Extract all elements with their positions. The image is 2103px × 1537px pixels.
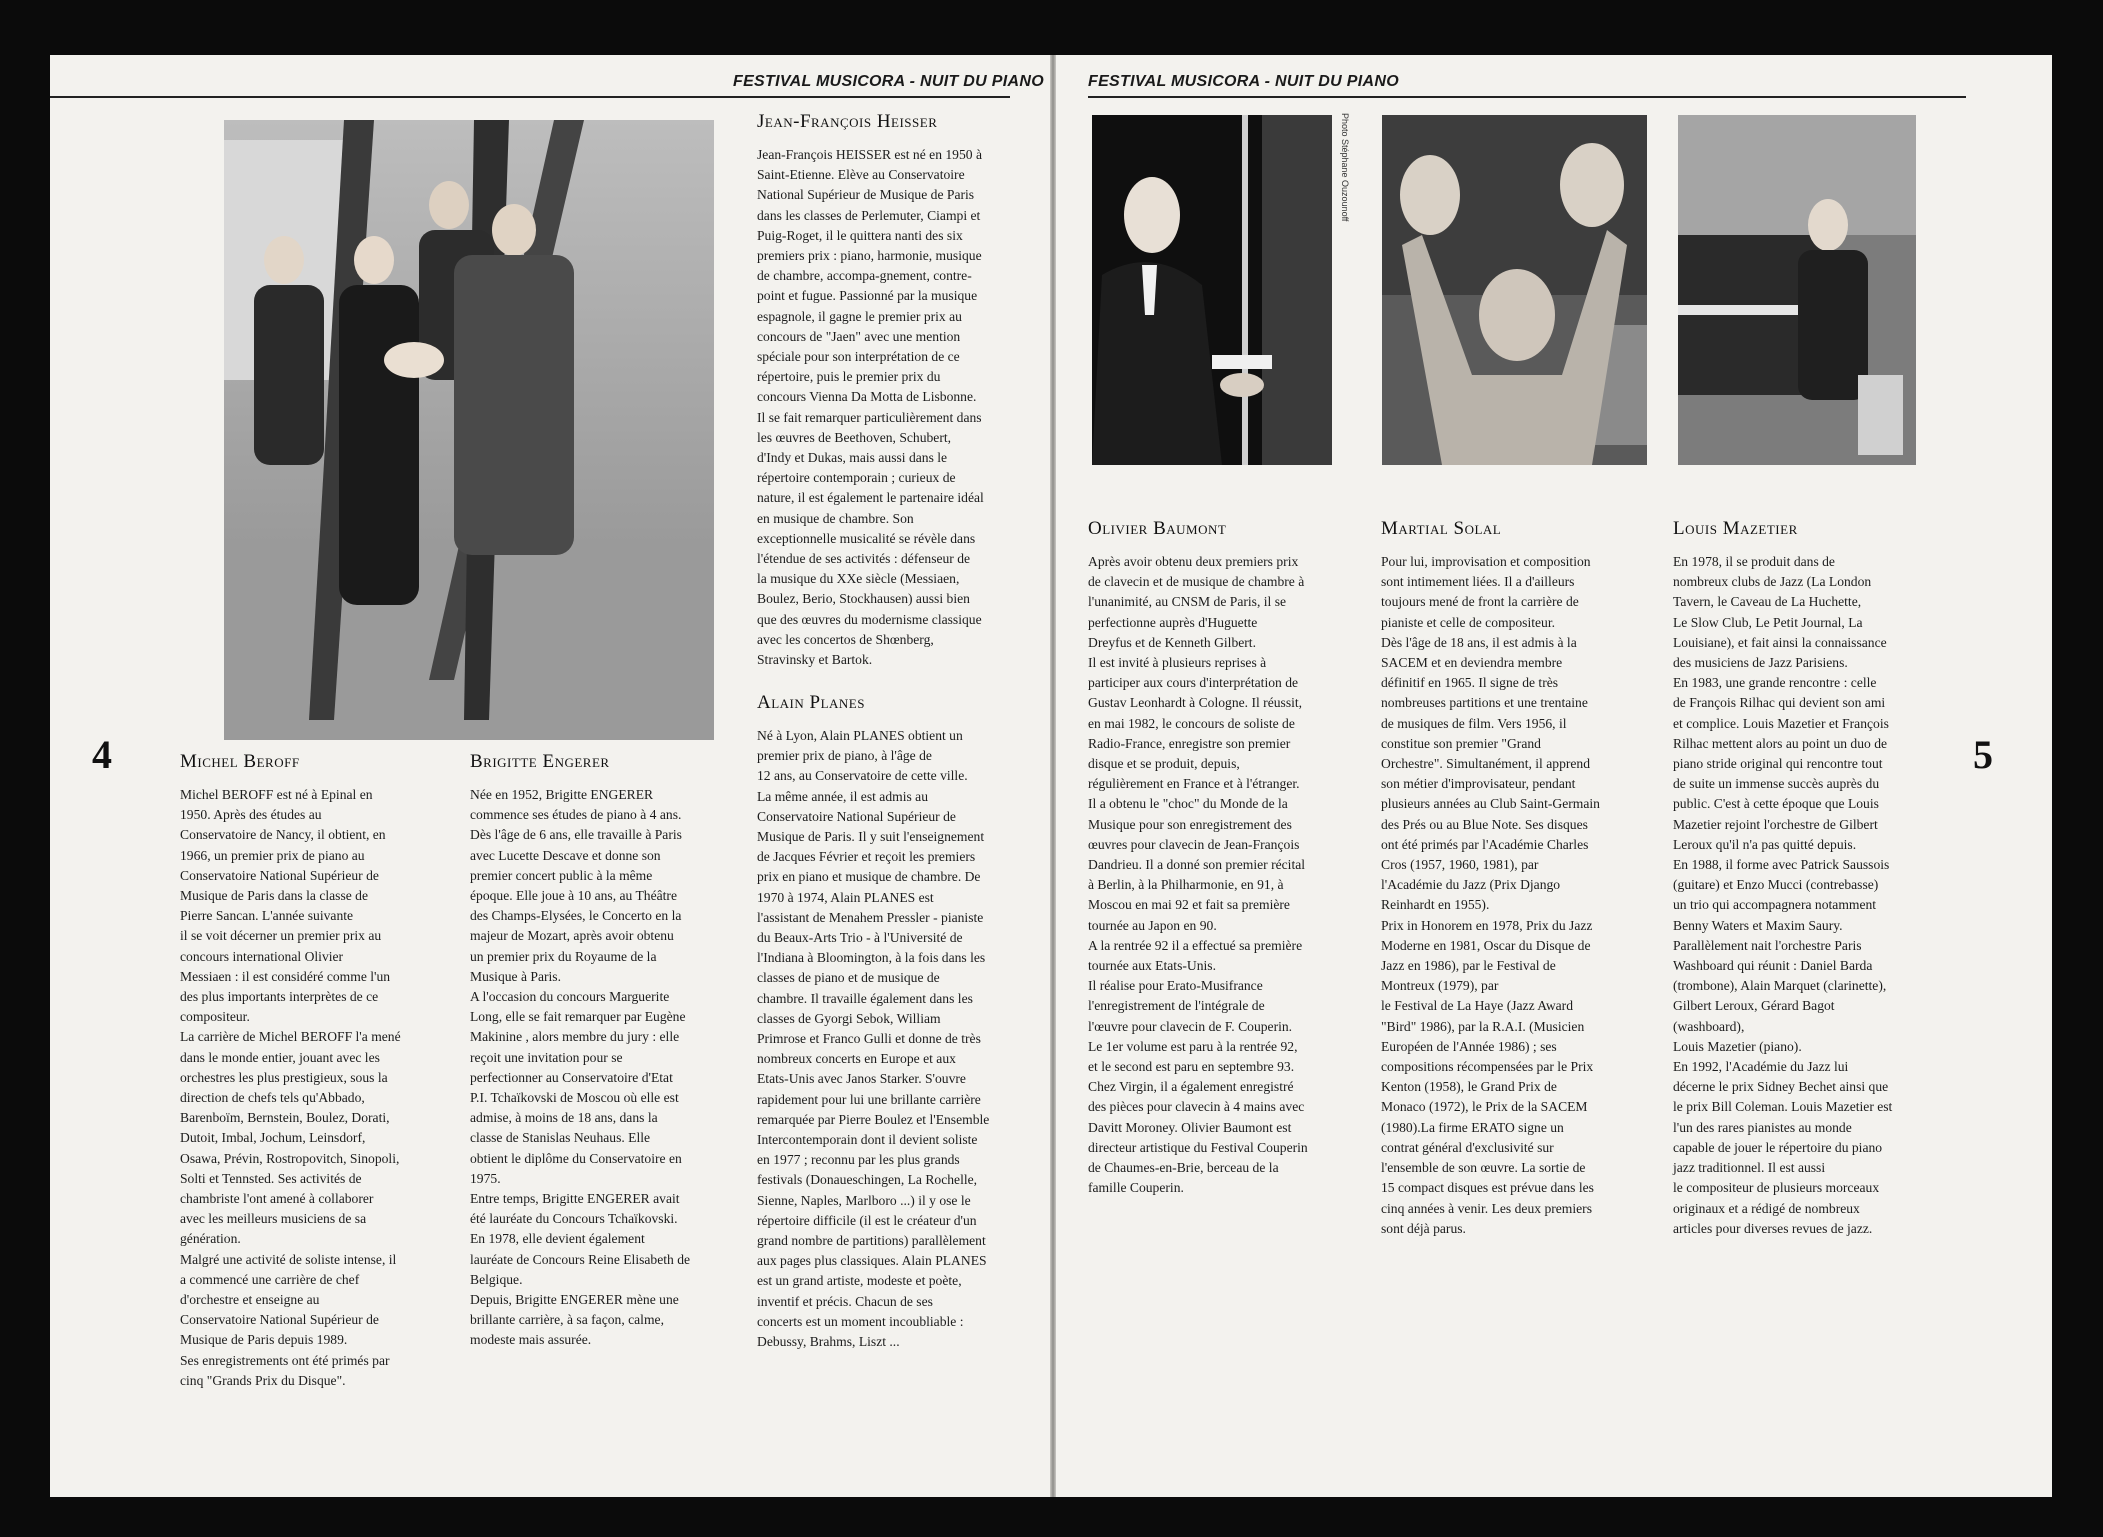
- header-rule-right: [1088, 96, 1966, 98]
- beroff-title: Michel Beroff: [180, 751, 300, 772]
- baumont-section: [1088, 518, 1358, 1199]
- beroff-text: Michel BEROFF est né à Epinal en 1950. Après des études au Conservatoire de Nancy, il obtient, en 1966, un premier prix de piano au Conservatoire National Supérieur de Musique de Paris dans la classe de Pierre Sancan. L'année suivante il se voit décerner un premier prix au concours international Olivier Messiaen : il est considéré comme l'un des plus importants interprètes de ce compositeur. La carrière de Michel BEROFF l'a mené dans le monde entier, jouant avec les orchestres les plus prestigieux, sous la direction de chefs tels qu'Abbado, Barenboïm, Bernstein, Boulez, Dorati, Dutoit, Imbal, Jochum, Leinsdorf, Osawa, Prévin, Rostropovitch, Sinopoli, Solti et Tennsted. Ses activités de chambriste l'ont amené à collaborer avec les meilleurs musiciens de sa génération. Malgré une activité de soliste intense, il a commencé une carrière de chef d'orchestre et enseigne au Conservatoire National Supérieur de Musique de Paris depuis 1989. Ses enregistrements ont été primés par cinq "Grands Prix du Disque".: [180, 787, 401, 1388]
- baumont-text: Après avoir obtenu deux premiers prix de clavecin et de musique de chambre à l'unanimité, au CNSM de Paris, il se perfectionne auprès d'Huguette Dreyfus et de Kenneth Gilbert. Il est invité à plusieurs reprises à participer aux cours d'interprétation de Gustav Leonhardt à Cologne. Il réussit, en mai 1982, le concours de soliste de Radio-France, enregistre son premier disque et se produit, depuis, régulièrement en France et à l'étranger. Il a obtenu le "choc" du Monde de la Musique pour son enregistrement des œuvres pour clavecin de Jean-François Dandrieu. Il a donné son premier récital à Berlin, à la Philharmonie, en 91, à Moscou en mai 92 et fait sa première tournée au Japon en 90. A la rentrée 92 il a effectué sa première tournée aux Etats-Unis. Il réalise pour Erato-Musifrance l'enregistrement de l'intégrale de l'œuvre pour clavecin de F. Couperin. Le 1er volume est paru à la rentrée 92, et le second est paru en septembre 93. Chez Virgin, il a également enregistré des pièces pour clavecin à 4 mains avec Davitt Moroney. Olivier Baumont est directeur artistique du Festival Couperin de Chaumes-en-Brie, berceau de la famille Couperin.: [1088, 554, 1308, 1196]
- mazetier-text: En 1978, il se produit dans de nombreux clubs de Jazz (La London Tavern, le Caveau de La Huchette, Le Slow Club, Le Petit Journal, La Louisiane), et fait ainsi la connaissance des musiciens de Jazz Parisiens. En 1983, une grande rencontre : celle de François Rilhac qui devient son ami et complice. Louis Mazetier et François Rilhac mettent alors au point un duo de piano stride original qui rencontre tout de suite un immense succès auprès du public. C'est à cette époque que Louis Mazetier rejoint l'orchestre de Gilbert Leroux qu'il n'a pas quitté depuis. En 1988, il forme avec Patrick Saussois (guitare) et Enzo Mucci (contrebasse) un trio qui accompagnera notamment Benny Waters et Maxim Saury. Parallèlement nait l'orchestre Paris Washboard qui réunit : Daniel Barda (trombone), Alain Marquet (clarinette), Gilbert Leroux, Gérard Bagot (washboard), Louis Mazetier (piano). En 1992, l'Académie du Jazz lui décerne le prix Sidney Bechet ainsi que le prix Bill Coleman. Louis Mazetier est l'un des rares pianistes au monde capable de jouer le répertoire du piano jazz traditionnel. Il est aussi le compositeur de plusieurs morceaux originaux et a rédigé de nombreux articles pour diverses revues de jazz.: [1673, 554, 1893, 1236]
- solal-photo-image: [1382, 115, 1647, 465]
- engerer-text: Née en 1952, Brigitte ENGERER commence ses études de piano à 4 ans. Dès l'âge de 6 ans, elle travaille à Paris avec Lucette Descave et donne son premier concert public à la même époque. Elle joue à 10 ans, au Théâtre des Champs-Elysées, le Concerto en la majeur de Mozart, après avoir obtenu un premier prix du Royaume de la Musique à Paris. A l'occasion du concours Marguerite Long, elle se fait remarquer par Eugène Makinine , alors membre du jury : elle reçoit une invitation pour se perfectionner au Conservatoire d'Etat P.I. Tchaïkovski de Moscou où elle est admise, à moins de 18 ans, dans la classe de Stanislas Neuhaus. Elle obtient le diplôme du Conservatoire en 1975. Entre temps, Brigitte ENGERER avait été lauréate du Concours Tchaïkovski. En 1978, elle devient également lauréate de Concours Reine Elisabeth de Belgique. Depuis, Brigitte ENGERER mène une brillante carrière, à sa façon, calme, modeste mais assurée.: [470, 787, 691, 1348]
- planes-title: Alain Planes: [757, 692, 865, 713]
- mazetier-photo: [1678, 115, 1916, 465]
- running-header-left: FESTIVAL MUSICORA - NUIT DU PIANO: [733, 73, 1044, 90]
- right-page: [1056, 55, 2052, 1497]
- group-photo-image: [224, 120, 714, 740]
- page-number-right: 5: [1973, 732, 1993, 777]
- mazetier-section: [1673, 518, 1943, 1239]
- solal-photo: [1382, 115, 1647, 465]
- left-page: [50, 55, 1050, 1497]
- solal-title: Martial Solal: [1381, 518, 1502, 539]
- baumont-photo: [1092, 115, 1332, 465]
- planes-text: Né à Lyon, Alain PLANES obtient un premier prix de piano, à l'âge de 12 ans, au Conservatoire de cette ville. La même année, il est admis au Conservatoire National Supérieur de Musique de Paris. Il y suit l'enseignement de Jacques Février et reçoit les premiers prix en piano et musique de chambre. De 1970 à 1974, Alain PLANES est l'assistant de Menahem Pressler - pianiste du Beaux-Arts Trio - à l'Université de l'Indiana à Bloomington, à la fois dans les classes de piano et de musique de chambre. Il travaille également dans les classes de Gyorgi Sebok, William Primrose et Franco Gulli et donne de très nombreux concerts en Europe et aux Etats-Unis avec Janos Starker. S'ouvre rapidement pour lui une brillante carrière remarquée par Pierre Boulez et l'Ensemble Intercontemporain dont il devient soliste en 1977 ; reconnu par les plus grands festivals (Donaueschingen, La Rochelle, Sienne, Naples, Marlboro ...) il y ose le répertoire difficile (il est le créateur d'un grand nombre de partitions) parallèlement aux pages plus classiques. Alain PLANES est un grand artiste, modeste et poète, inventif et précis. Chacun de ses concerts est un moment incoubliable : Debussy, Brahms, Liszt ...: [757, 728, 990, 1350]
- heisser-section: [757, 111, 1027, 670]
- heisser-text: Jean-François HEISSER est né en 1950 à Saint-Etienne. Elève au Conservatoire National Supérieur de Musique de Paris dans les classes de Perlemuter, Ciampi et Puig-Roget, il le quittera nanti des six premiers prix : piano, harmonie, musique de chambre, accompa-gnement, contre- point et fugue. Passionné par la musique espagnole, il gagne le premier prix au concours de "Jaen" avec une mention spéciale pour son interprétation de ce répertoire, puis le premier prix du concours Vienna Da Motta de Lisbonne. Il se fait remarquer particulièrement dans les œuvres de Beethoven, Schubert, d'Indy et Dukas, mais aussi dans le répertoire contemporain ; curieux de nature, il est également le partenaire idéal en musique de chambre. Son exceptionnelle musicalité se révèle dans l'étendue de ses activités : défenseur de la musique du XXe siècle (Messiaen, Boulez, Berio, Stockhausen) aussi bien que des œuvres du modernisme classique avec les concertos de Shœnberg, Stravinsky et Bartok.: [757, 147, 984, 668]
- engerer-section: [470, 751, 740, 1351]
- running-header-right: FESTIVAL MUSICORA - NUIT DU PIANO: [1088, 73, 1399, 90]
- page-number-left: 4: [92, 732, 112, 777]
- solal-text: Pour lui, improvisation et composition sont intimement liées. Il a d'ailleurs toujours mené de front la carrière de pianiste et celle de compositeur. Dès l'âge de 18 ans, il est admis à la SACEM et en deviendra membre définitif en 1965. Il signe de très nombreuses partitions et une trentaine de musiques de film. Vers 1956, il constitue son premier "Grand Orchestre". Simultanément, il apprend son métier d'improvisateur, pendant plusieurs années au Club Saint-Germain des Prés ou au Blue Note. Ses disques ont été primés par l'Académie Charles Cros (1957, 1960, 1981), par l'Académie du Jazz (Prix Django Reinhardt en 1955). Prix in Honorem en 1978, Prix du Jazz Moderne en 1981, Oscar du Disque de Jazz en 1986), par le Festival de Montreux (1979), par le Festival de La Haye (Jazz Award "Bird" 1986), par la R.A.I. (Musicien Européen de l'Année 1986) ; ses compositions récompensées par le Prix Kenton (1958), le Grand Prix de Monaco (1972), le Prix de la SACEM (1980).La firme ERATO signe un contrat général d'exclusivité sur l'ensemble de son œuvre. La sortie de 15 compact disques est prévue dans les cinq années à venir. Les deux premiers sont déjà parus.: [1381, 554, 1600, 1236]
- baumont-photo-image: [1092, 115, 1332, 465]
- group-photo: [224, 120, 714, 740]
- photo-credit: Photo Stéphane Ouzounoff: [1340, 113, 1350, 222]
- heisser-title: Jean-François Heisser: [757, 111, 938, 132]
- baumont-title: Olivier Baumont: [1088, 518, 1227, 539]
- header-rule-left: [50, 96, 1010, 98]
- beroff-section: [180, 751, 450, 1391]
- solal-section: [1381, 518, 1651, 1239]
- planes-section: [757, 692, 1027, 1352]
- mazetier-photo-image: [1678, 115, 1916, 465]
- mazetier-title: Louis Mazetier: [1673, 518, 1798, 539]
- engerer-title: Brigitte Engerer: [470, 751, 610, 772]
